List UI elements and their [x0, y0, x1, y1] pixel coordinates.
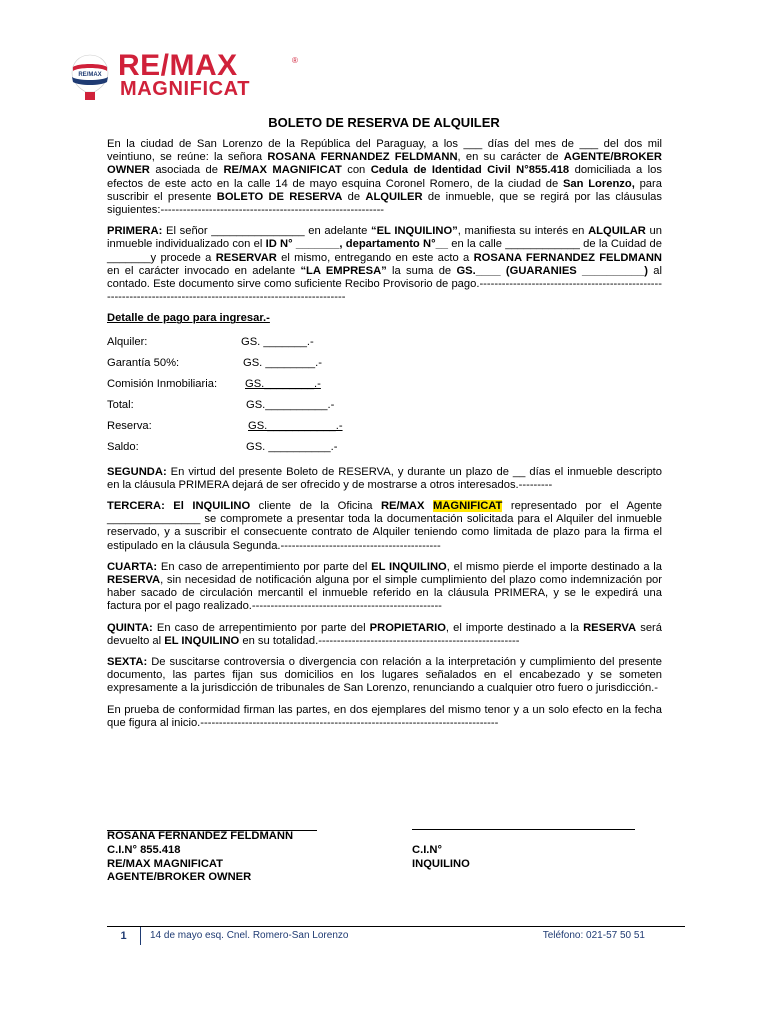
clause-sexta: SEXTA: De suscitarse controversia o divergencia con relación a la interpretación y cumplimiento del presente documento, las partes fijan sus domicilios en los lugares señalados en el encabezado y se someten expresamente a la jurisdicción de tribunales de San Lorenzo, renunciando a cualquier otro fuero o jurisdicción.-: [107, 656, 662, 695]
signer-role: AGENTE/BROKER OWNER: [107, 871, 252, 884]
clause-primera: PRIMERA: El señor _______________ en adelante “EL INQUILINO”, manifiesta su interés en ALQUILAR un inmueble individualizado con el ID N° _______, departamento N°__ en la calle ____________ de la Cuidad de _______y procede a RESERVAR el mismo, entregando en este acto a ROSANA FERNANDEZ FELDMANN en el carácter invocado en adelante “LA EMPRESA” la suma de GS.____ (GUARANIES __________) al contado. Este documento sirve como suficiente Recibo Provisorio de pago.-----------------------------------------------------------------------------------------------------------------: [107, 225, 662, 304]
signature-line-right: [412, 829, 635, 830]
footer-address: 14 de mayo esq. Cnel. Romero-San Lorenzo: [150, 930, 349, 941]
svg-text:RE/MAX: RE/MAX: [78, 72, 102, 78]
signer-company: RE/MAX MAGNIFICAT: [107, 857, 224, 870]
payment-row: Total: GS.__________.-: [107, 398, 335, 411]
document-body: [107, 138, 662, 738]
clause-cuarta: CUARTA: En caso de arrepentimiento por parte del EL INQUILINO, el mismo pierde el importe destinado a la RESERVA, sin necesidad de notificación alguna por el simple cumplimiento del plazo como indemnización por haber sacado de circulación mercantil el inmueble referido en la cláusula PRIMERA, y se le expedirá una factura por el pago realizado.---------------------------------------------------: [107, 560, 662, 613]
page-footer: [107, 926, 685, 947]
payment-row: Reserva: GS.___________.-: [107, 419, 343, 432]
highlighted-text: MAGNIFICAT: [432, 500, 503, 513]
signer-name: ROSANA FERNANDEZ FELDMANN: [107, 830, 294, 842]
footer-phone: Teléfono: 021-57 50 51: [542, 930, 645, 941]
clause-quinta: QUINTA: En caso de arrepentimiento por parte del PROPIETARIO, el importe destinado a la RESERVA será devuelto al EL INQUILINO en su totalidad.------------------------------------------------------: [107, 621, 662, 647]
clause-tercera: TERCERA: El INQUILINO cliente de la Oficina RE/MAX MAGNIFICAT representado por el Agente _______________ se compromete a presentar toda la documentación solicitada para el Alquiler del inmueble reservado, y a suscribir el consecuente contrato de Alquiler teniendo como limitada de plazo para la firma el estipulado en la cláusula Segunda.-------------------------------------------: [107, 500, 662, 552]
tenant-role: INQUILINO: [412, 857, 470, 870]
payment-detail-title: Detalle de pago para ingresar.-: [107, 312, 270, 325]
remax-logo: [70, 49, 310, 104]
closing-paragraph: En prueba de conformidad firman las partes, en dos ejemplares del mismo tenor y a un solo efecto en la fecha que figura al inicio.--------------------------------------------------------------------------------: [107, 703, 662, 729]
payment-row: Alquiler: GS. _______.-: [107, 335, 314, 348]
document-title: BOLETO DE RESERVA DE ALQUILER: [268, 115, 500, 130]
clause-segunda: SEGUNDA: En virtud del presente Boleto de RESERVA, y durante un plazo de __ días el inmueble descripto en la cláusula PRIMERA dejará de ser ofrecido y de mostrarse a otros interesados.---------: [107, 465, 662, 491]
intro-paragraph: En la ciudad de San Lorenzo de la República del Paraguay, a los ___ días del mes de ___ del dos mil veintiuno, se reúne: la señora ROSANA FERNANDEZ FELDMANN, en su carácter de AGENTE/BROKER OWNER asociada de RE/MAX MAGNIFICAT con Cedula de Identidad Civil N°855.418 domiciliada a los efectos de este acto en la calle 14 de mayo esquina Coronel Romero, de la ciudad de San Lorenzo, para suscribir el presente BOLETO DE RESERVA de ALQUILER de inmueble, que se regirá por las cláusulas siguientes:------------------------------------------------------------: [107, 138, 663, 217]
tenant-id: C.I.N°: [412, 844, 442, 856]
signer-id: C.I.N° 855.418: [107, 843, 181, 856]
payment-detail: [107, 336, 662, 462]
payment-row: Comisión Inmobiliaria: GS.________.-: [107, 377, 321, 390]
payment-row: Garantía 50%: GS. ________.-: [107, 356, 322, 369]
brand-name: RE/MAX: [118, 49, 238, 82]
page-number: 1: [107, 927, 141, 945]
payment-row: Saldo: GS. __________.-: [107, 440, 338, 453]
registered-mark: ®: [292, 56, 298, 65]
balloon-logo-icon: [70, 54, 110, 102]
brand-subname: MAGNIFICAT: [120, 78, 251, 100]
